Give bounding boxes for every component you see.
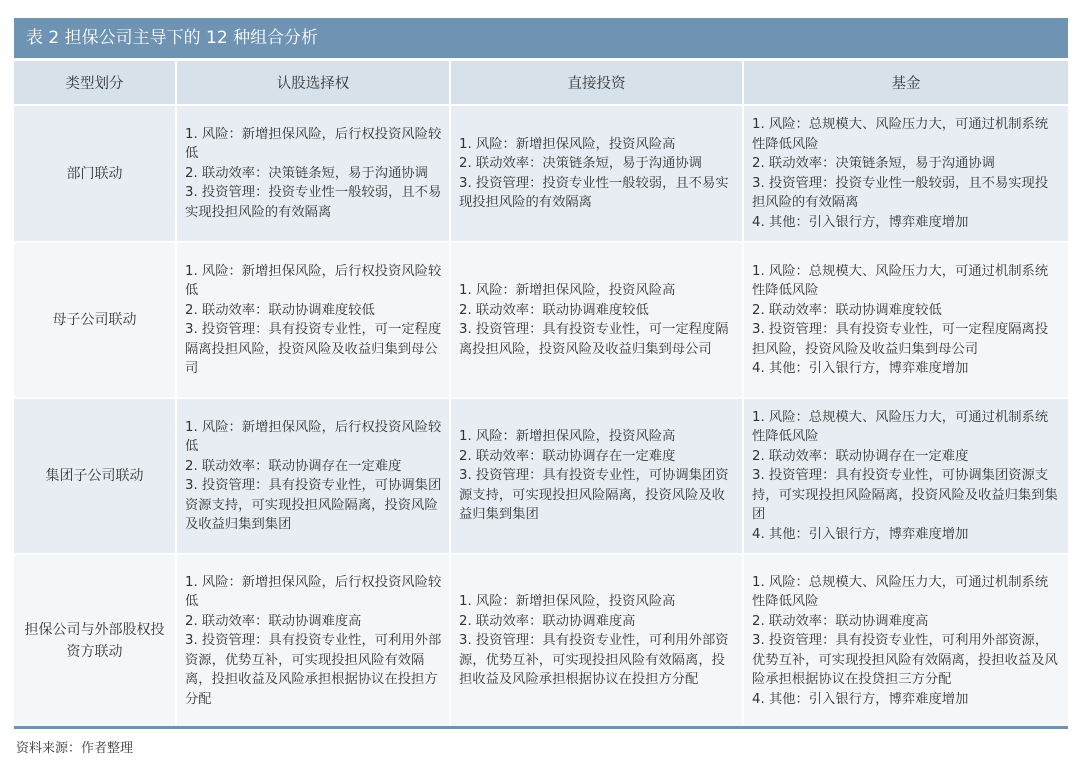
table-row — [14, 554, 1068, 727]
cell-line: 2. 联动效率：决策链条短，易于沟通协调 — [459, 156, 702, 171]
row-label: 母子公司联动 — [14, 242, 176, 398]
cell-line: 2. 联动效率：联动协调难度较低 — [459, 302, 649, 318]
cell-line: 3. 投资管理：投资专业性一般较弱，且不易实现投担风险的有效隔离 — [752, 175, 1049, 210]
cell-line: 2. 联动效率：决策链条短，易于沟通协调 — [185, 165, 428, 181]
table-row — [14, 398, 1068, 554]
cell-line: 2. 联动效率：联动协调难度较低 — [185, 302, 375, 318]
cell-line: 3. 投资管理：投资专业性一般较弱，且不易实现投担风险的有效隔离 — [185, 185, 442, 220]
cell-line: 1. 风险：新增担保风险，投资风险高 — [459, 594, 676, 610]
table-row — [14, 105, 1068, 242]
cell-line: 1. 风险：新增担保风险，后行权投资风险较低 — [185, 419, 442, 454]
bottom-rule — [14, 726, 1068, 729]
table-cell — [450, 105, 743, 242]
cell-line: 4. 其他：引入银行方，博弈难度增加 — [752, 361, 969, 376]
cell-line: 3. 投资管理：具有投资专业性，可协调集团资源支持，可实现投担风险隔离，投资风险及收益归集到集团 — [459, 468, 729, 523]
cell-line: 2. 联动效率：联动协调难度高 — [459, 613, 636, 629]
cell-line: 3. 投资管理：具有投资专业性，可协调集团资源支持，可实现投担风险隔离，投资风险及收益归集到集团 — [185, 478, 442, 532]
cell-line: 2. 联动效率：联动协调难度高 — [752, 613, 929, 629]
table-row — [14, 242, 1068, 398]
table-cell — [450, 398, 743, 554]
cell-line: 3. 投资管理：投资专业性一般较弱，且不易实现投担风险的有效隔离 — [459, 175, 729, 210]
cell-line: 2. 联动效率：联动协调难度高 — [185, 613, 362, 629]
cell-line: 4. 其他：引入银行方，博弈难度增加 — [752, 526, 969, 542]
cell-line: 2. 联动效率：联动协调存在一定难度 — [185, 458, 402, 474]
cell-line: 3. 投资管理：具有投资专业性，可利用外部资源，优势互补，可实现投担风险有效隔离，投担收益及风险承担根据协议在投担方分配 — [459, 633, 729, 688]
source-note: 资料来源：作者整理 — [16, 741, 134, 756]
cell-line: 2. 联动效率：联动协调难度较低 — [752, 302, 942, 318]
table-title: 表 2 担保公司主导下的 12 种组合分析 — [14, 18, 1068, 58]
cell-line: 3. 投资管理：具有投资专业性，可协调集团资源支持，可实现投担风险隔离，投资风险及收益归集到集团 — [752, 468, 1058, 523]
row-label: 部门联动 — [14, 105, 176, 242]
cell-line: 4. 其他：引入银行方，博弈难度增加 — [752, 214, 969, 230]
cell-line: 1. 风险：新增担保风险，后行权投资风险较低 — [185, 574, 442, 610]
table-cell — [450, 554, 743, 727]
cell-line: 3. 投资管理：具有投资专业性，可一定程度隔离投担风险，投资风险及收益归集到母公司 — [752, 322, 1049, 357]
cell-line: 1. 风险：总规模大、风险压力大，可通过机制系统性降低风险 — [752, 574, 1049, 610]
header-type: 类型划分 — [14, 61, 176, 105]
cell-line: 4. 其他：引入银行方，博弈难度增加 — [752, 691, 969, 707]
cell-line: 3. 投资管理：具有投资专业性，可一定程度隔离投担风险，投资风险及收益归集到母公司 — [185, 322, 442, 376]
cell-line: 3. 投资管理：具有投资专业性，可利用外部资源，优势互补，可实现投担风险有效隔离，投担收益及风险承担根据协议在投担方分配 — [185, 633, 442, 707]
table-cell — [743, 554, 1068, 727]
cell-line: 1. 风险：新增担保风险，投资风险高 — [459, 136, 676, 152]
cell-line: 1. 风险：新增担保风险，投资风险高 — [459, 283, 676, 298]
table-cell — [450, 242, 743, 398]
row-label: 集团子公司联动 — [14, 398, 176, 554]
table-cell — [176, 105, 450, 242]
cell-line: 2. 联动效率：联动协调存在一定难度 — [459, 448, 676, 464]
cell-line: 3. 投资管理：具有投资专业性，可利用外部资源，优势互补，可实现投担风险有效隔离，投担收益及风险承担根据协议在投贷担三方分配 — [752, 633, 1058, 688]
table-cell — [176, 242, 450, 398]
cell-line: 1. 风险：总规模大、风险压力大，可通过机制系统性降低风险 — [752, 263, 1049, 298]
cell-line: 1. 风险：总规模大、风险压力大，可通过机制系统性降低风险 — [752, 117, 1049, 152]
cell-line: 2. 联动效率：决策链条短，易于沟通协调 — [752, 156, 995, 171]
header-direct-investment: 直接投资 — [450, 61, 743, 105]
header-option: 认股选择权 — [176, 61, 450, 105]
cell-line: 1. 风险：新增担保风险，后行权投资风险较低 — [185, 263, 442, 298]
cell-line: 1. 风险：新增担保风险，后行权投资风险较低 — [185, 126, 442, 162]
table-cell — [743, 105, 1068, 242]
cell-line: 1. 风险：新增担保风险，投资风险高 — [459, 429, 676, 445]
combination-analysis-table — [14, 61, 1068, 727]
header-fund: 基金 — [743, 61, 1068, 105]
table-cell — [176, 398, 450, 554]
cell-line: 1. 风险：总规模大、风险压力大，可通过机制系统性降低风险 — [752, 409, 1049, 445]
table-cell — [743, 242, 1068, 398]
header-row — [14, 61, 1068, 105]
table-cell — [176, 554, 450, 727]
cell-line: 3. 投资管理：具有投资专业性，可一定程度隔离投担风险，投资风险及收益归集到母公司 — [459, 322, 729, 357]
table-cell — [743, 398, 1068, 554]
cell-line: 2. 联动效率：联动协调存在一定难度 — [752, 448, 969, 464]
row-label: 担保公司与外部股权投资方联动 — [14, 554, 176, 727]
